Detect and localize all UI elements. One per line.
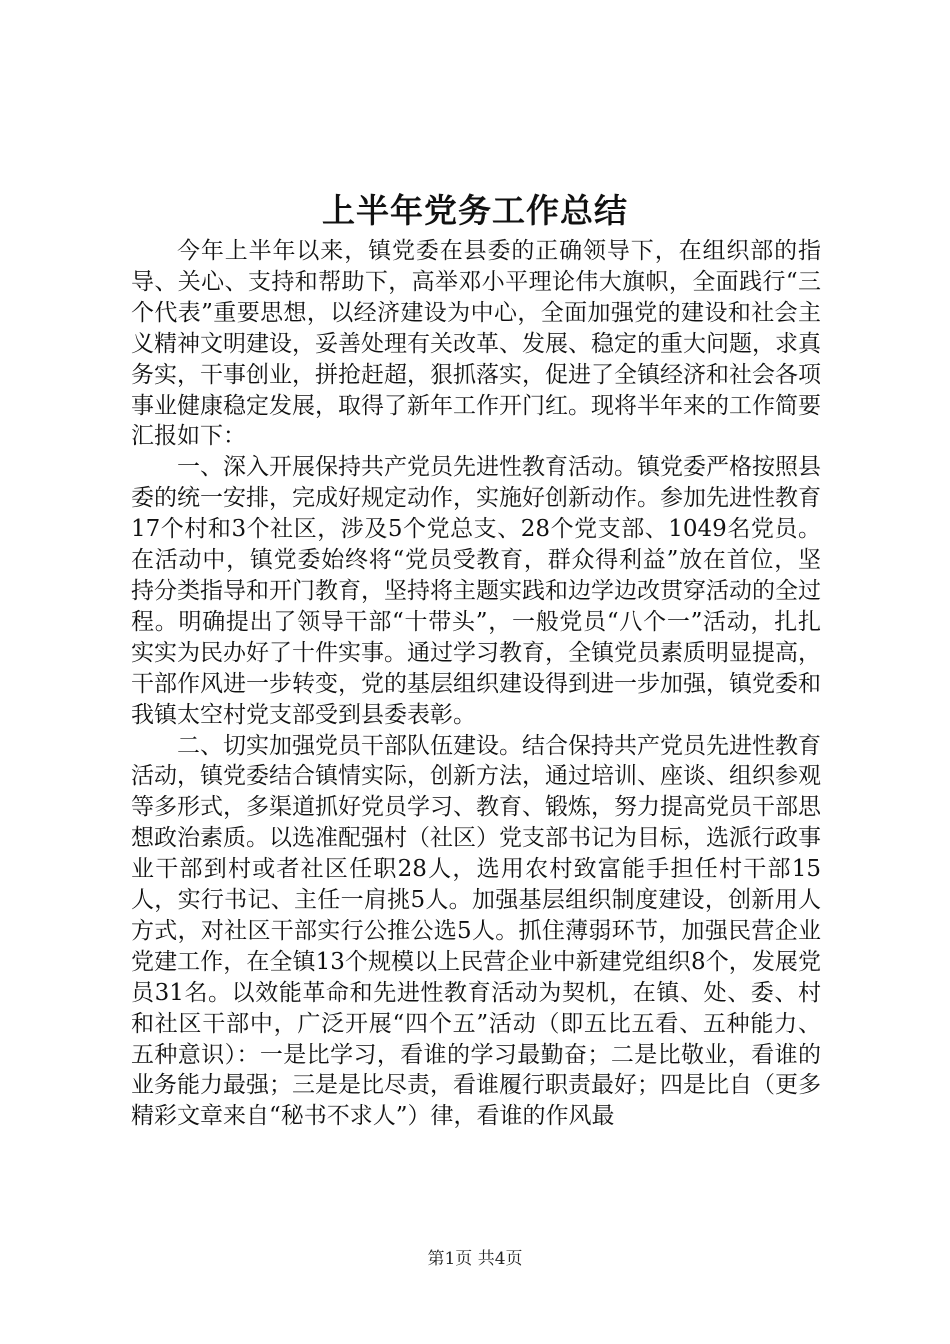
document-title: 上半年党务工作总结	[322, 191, 628, 230]
paragraph-section-2: 二、切实加强党员干部队伍建设。结合保持共产党员先进性教育活动，镇党委结合镇情实际，创新方法，通过培训、座谈、组织参观等多形式，多渠道抓好党员学习、教育、锻炼，努力提高党员干部思想政治素质。以选准配强村（社区）党支部书记为目标，选派行政事业干部到村或者社区任职28人，选用农村致富能手担任村干部15人，实行书记、主任一肩挑5人。加强基层组织制度建设，创新用人方式，对社区干部实行公推公选5人。抓住薄弱环节，加强民营企业党建工作，在全镇13个规模以上民营企业中新建党组织8个，发展党员31名。以效能革命和先进性教育活动为契机，在镇、处、委、村和社区干部中，广泛开展“四个五”活动（即五比五看、五种能力、五种意识）：一是比学习，看谁的学习最勤奋；二是比敬业，看谁的业务能力最强；三是是比尽责，看谁履行职责最好；四是比自（更多精彩文章来自“秘书不求人”）律，看谁的作风最	[131, 732, 821, 1130]
paragraph-section-1: 一、深入开展保持共产党员先进性教育活动。镇党委严格按照县委的统一安排，完成好规定动作，实施好创新动作。参加先进性教育17个村和3个社区，涉及5个党总支、28个党支部、1049名党员。在活动中，镇党委始终将“党员受教育，群众得利益”放在首位，坚持分类指导和开门教育，坚持将主题实践和边学边改贯穿活动的全过程。明确提出了领导干部“十带头”，一般党员“八个一”活动，扎扎实实为民办好了十件实事。通过学习教育，全镇党员素质明显提高，干部作风进一步转变，党的基层组织建设得到进一步加强，镇党委和我镇太空村党支部受到县委表彰。	[131, 454, 821, 728]
paragraph-intro: 今年上半年以来，镇党委在县委的正确领导下，在组织部的指导、关心、支持和帮助下，高举邓小平理论伟大旗帜，全面践行“三个代表”重要思想，以经济建设为中心，全面加强党的建设和社会主义精神文明建设，妥善处理有关改革、发展、稳定的重大问题，求真务实，干事创业，拼抢赶超，狠抓落实，促进了全镇经济和社会各项事业健康稳定发展，取得了新年工作开门红。现将半年来的工作简要汇报如下：	[131, 238, 821, 450]
document-body	[131, 236, 821, 1132]
page-number-footer: 第1页 共4页	[427, 1249, 523, 1269]
